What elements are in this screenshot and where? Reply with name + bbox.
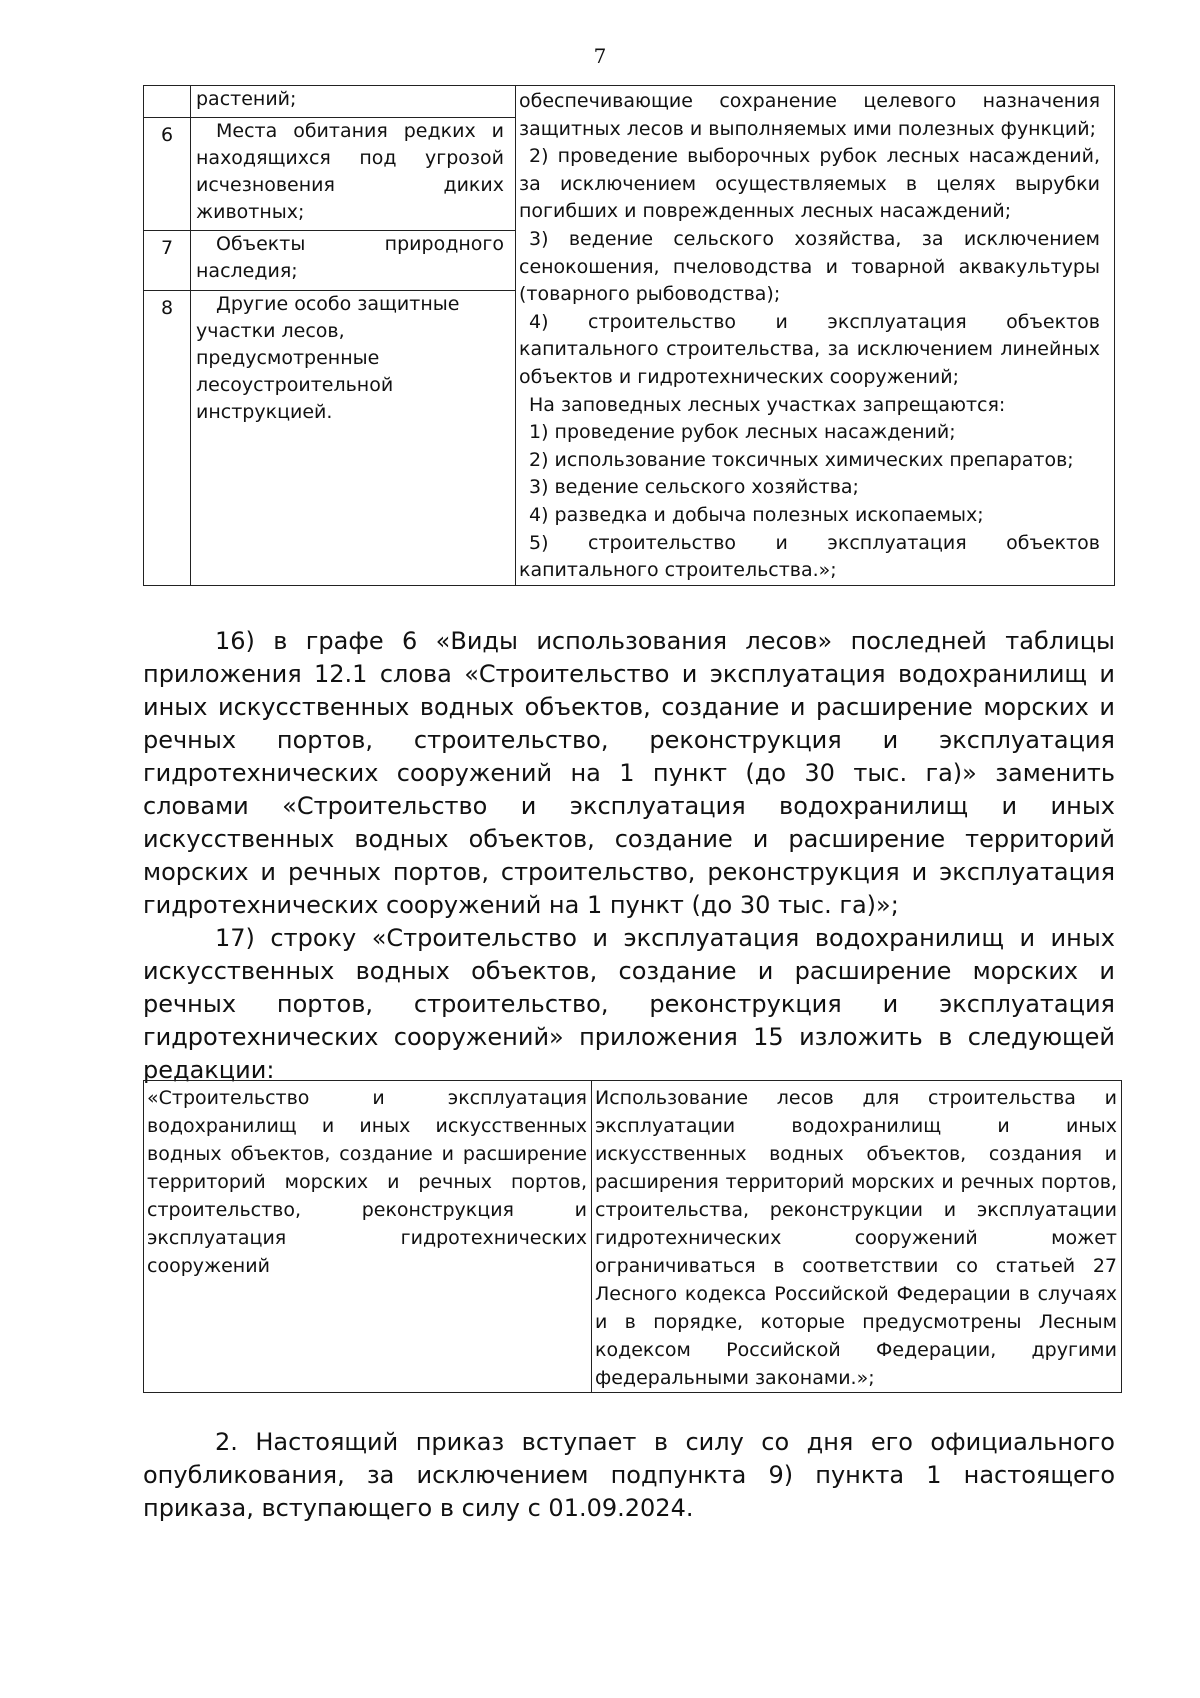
restrictions-cell: [516, 86, 1115, 586]
row-name: [191, 290, 516, 585]
restriction-line: 5) строительство и эксплуатация объектов капитального строительства.»;: [519, 531, 1100, 582]
row-name: [191, 231, 516, 290]
row-name-text: Места обитания редких и находящихся под угрозой исчезновения диких животных;: [196, 120, 504, 224]
restriction-line: 4) разведка и добыча полезных ископаемых;: [529, 503, 984, 526]
restriction-line: 3) ведение сельского хозяйства;: [529, 476, 859, 499]
activity-cell: «Строительство и эксплуатация водохранилищ и иных искусственных водных объектов, создание и расширение территорий морских и речных портов, строительство, реконструкция и эксплуатация гидротехнических сооружений: [144, 1081, 592, 1393]
restrictions-table: [143, 85, 1115, 586]
page-number: 7: [593, 44, 607, 68]
restriction-heading: На заповедных лесных участках запрещаются:: [529, 393, 1006, 416]
paragraph-17-text: 17) строку «Строительство и эксплуатация водохранилищ и иных искусственных водных объектов, создание и расширение морских и речных портов, строительство, реконструкция и эксплуатация гидротехнических сооружений» приложения 15 изложить в следующей редакции:: [143, 924, 1115, 1084]
replacement-table: [143, 1080, 1122, 1393]
usage-description-cell: Использование лесов для строительства и эксплуатации водохранилищ и иных искусственных водных объектов, создания и расширения территорий морских и речных портов, строительства, реконструкции и эксплуатации гидротехнических сооружений может ограничиваться в соответствии со статьей 27 Лесного кодекса Российской Федерации в случаях и в порядке, которые предусмотрены Лесным кодексом Российской Федерации, другими федеральными законами.»;: [592, 1081, 1122, 1393]
restriction-line: 2) проведение выборочных рубок лесных насаждений, за исключением осуществляемых в целях вырубки погибших и поврежденных лесных насаждений;: [519, 145, 1100, 223]
final-paragraph-text: 2. Настоящий приказ вступает в силу со дня его официального опубликования, за исключением подпункта 9) пункта 1 настоящего приказа, вступающего в силу с 01.09.2024.: [143, 1428, 1115, 1522]
restriction-line: 3) ведение сельского хозяйства, за исключением сенокошения, пчеловодства и товарной аквакультуры (товарного рыбоводства);: [519, 227, 1100, 306]
table-row: [144, 1081, 1122, 1393]
restriction-line: 2) использование токсичных химических препаратов;: [529, 448, 1074, 471]
row-name: [191, 86, 516, 118]
final-paragraph: [143, 1426, 1115, 1525]
row-name: [191, 118, 516, 231]
paragraph-16-text: 16) в графе 6 «Виды использования лесов» последней таблицы приложения 12.1 слова «Строительство и эксплуатация водохранилищ и иных искусственных водных объектов, создание и расширение морских и речных портов, строительство, реконструкция и эксплуатация гидротехнических сооружений на 1 пункт (до 30 тыс. га)» заменить словами «Строительство и эксплуатация водохранилищ и иных искусственных водных объектов, создание и расширение территорий морских и речных портов, строительство, реконструкция и эксплуатация гидротехнических сооружений на 1 пункт (до 30 тыс. га)»;: [143, 627, 1115, 919]
row-number: [144, 86, 191, 118]
row-name-text: Объекты природного наследия;: [196, 233, 504, 283]
paragraph-16: [143, 625, 1115, 922]
paragraph-17: [143, 922, 1115, 1087]
row-name-text: Другие особо защитные участки лесов, предусмотренные лесоустроительной инструкцией.: [196, 292, 460, 423]
row-number: 7: [144, 231, 191, 290]
row-number: 8: [144, 290, 191, 585]
row-number: 6: [144, 118, 191, 231]
restriction-line: 1) проведение рубок лесных насаждений;: [529, 421, 956, 444]
restriction-line: обеспечивающие сохранение целевого назначения защитных лесов и выполняемых ими полезных функций;: [519, 90, 1100, 140]
row-name-text: растений;: [196, 88, 297, 110]
table-row: [144, 86, 1115, 118]
restriction-line: 4) строительство и эксплуатация объектов капитального строительства, за исключением линейных объектов и гидротехнических сооружений;: [519, 310, 1100, 388]
